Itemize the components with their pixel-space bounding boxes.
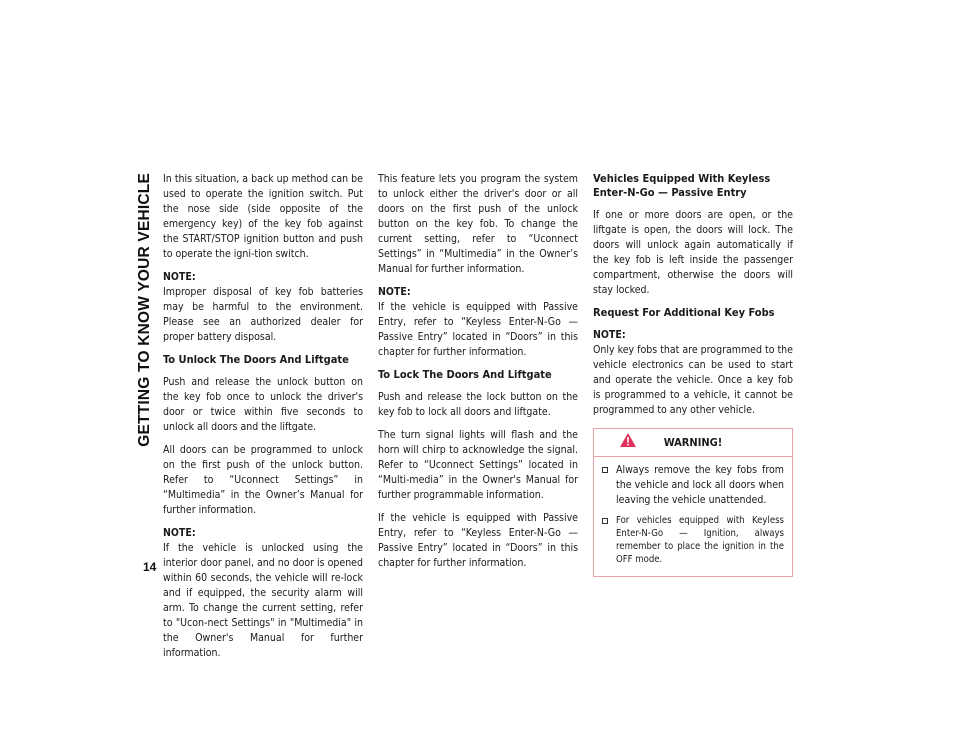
column-3 bbox=[593, 172, 793, 577]
warning-header bbox=[594, 429, 792, 457]
note-label: NOTE: bbox=[163, 527, 196, 539]
note-text: Improper disposal of key fob batteries may be harmful to the environment. Please see an authorized dealer for proper battery disposal. bbox=[163, 286, 363, 343]
note-label: NOTE: bbox=[163, 271, 196, 283]
note bbox=[593, 328, 793, 418]
paragraph: Push and release the lock button on the key fob to lock all doors and liftgate. bbox=[378, 391, 578, 418]
heading-additional-key-fobs: Request For Additional Key Fobs bbox=[593, 306, 775, 319]
paragraph: If the vehicle is equipped with Passive Entry, refer to “Keyless Enter-N-Go — Passive Entry” located in “Doors” in this chapter for further information. bbox=[378, 512, 578, 569]
note bbox=[378, 285, 578, 360]
paragraph: All doors can be programmed to unlock on the first push of the unlock button. Refer to “Uconnect Settings” in “Multimedia” in the Owner’s Manual for further information. bbox=[163, 444, 363, 516]
paragraph: If one or more doors are open, or the liftgate is open, the doors will lock. The doors will unlock again automatically if the key fob is left inside the passenger compartment, otherwise the doors will stay locked. bbox=[593, 209, 793, 296]
note bbox=[163, 526, 363, 661]
column-1 bbox=[163, 172, 363, 669]
warning-title: WARNING! bbox=[663, 436, 723, 449]
column-2 bbox=[378, 172, 578, 579]
page-number: 14 bbox=[143, 560, 157, 574]
note-text: If the vehicle is equipped with Passive Entry, refer to “Keyless Enter-N-Go — Passive Entry” located in “Doors” in this chapter for further information. bbox=[378, 301, 578, 358]
paragraph: Push and release the unlock button on the key fob once to unlock the driver's door or twice within five seconds to unlock all doors and the liftgate. bbox=[163, 376, 363, 433]
warning-triangle-icon bbox=[620, 433, 636, 447]
warning-box bbox=[593, 428, 793, 577]
heading-unlock-doors: To Unlock The Doors And Liftgate bbox=[163, 353, 349, 366]
paragraph: This feature lets you program the system to unlock either the driver's door or all doors on the first push of the unlock button on the key fob. To change the current setting, refer to “Uconnect Settings” in “Multimedia” in the Owner’s Manual for further information. bbox=[378, 173, 578, 275]
heading-lock-doors: To Lock The Doors And Liftgate bbox=[378, 368, 552, 381]
note-label: NOTE: bbox=[593, 329, 626, 341]
warning-body bbox=[594, 457, 792, 576]
paragraph: In this situation, a back up method can be used to operate the ignition switch. Put the nose side (side opposite of the emergency key) of the key fob against the START/STOP ignition button and push to operate the igni-tion switch. bbox=[163, 173, 363, 260]
warning-item bbox=[602, 463, 784, 508]
paragraph: The turn signal lights will flash and the horn will chirp to acknowledge the signal. Refer to “Uconnect Settings” located in “Multi-media” in the Owner's Manual for further programmable information. bbox=[378, 429, 578, 501]
note bbox=[163, 270, 363, 345]
square-bullet-icon bbox=[602, 467, 608, 473]
note-text: Only key fobs that are programmed to the vehicle electronics can be used to start and operate the vehicle. Once a key fob is programmed to a vehicle, it cannot be programmed to any other vehicle. bbox=[593, 344, 793, 416]
note-text: If the vehicle is unlocked using the interior door panel, and no door is opened within 60 seconds, the vehicle will re-lock and if equipped, the security alarm will arm. To change the current setting, refer to "Ucon-nect Settings" in "Multimedia" in the Owner's Manual for further information. bbox=[163, 542, 363, 659]
heading-keyless-entry: Vehicles Equipped With Keyless Enter-N-Go — Passive Entry bbox=[593, 172, 771, 199]
note-label: NOTE: bbox=[378, 286, 411, 298]
section-title-vertical: GETTING TO KNOW YOUR VEHICLE bbox=[136, 173, 153, 447]
warning-item bbox=[602, 514, 784, 566]
warning-item-text: For vehicles equipped with Keyless Enter-N-Go — Ignition, always remember to place the ignition in the OFF mode. bbox=[616, 515, 784, 565]
warning-item-text: Always remove the key fobs from the vehicle and lock all doors when leaving the vehicle unattended. bbox=[616, 464, 784, 506]
square-bullet-icon bbox=[602, 518, 608, 524]
